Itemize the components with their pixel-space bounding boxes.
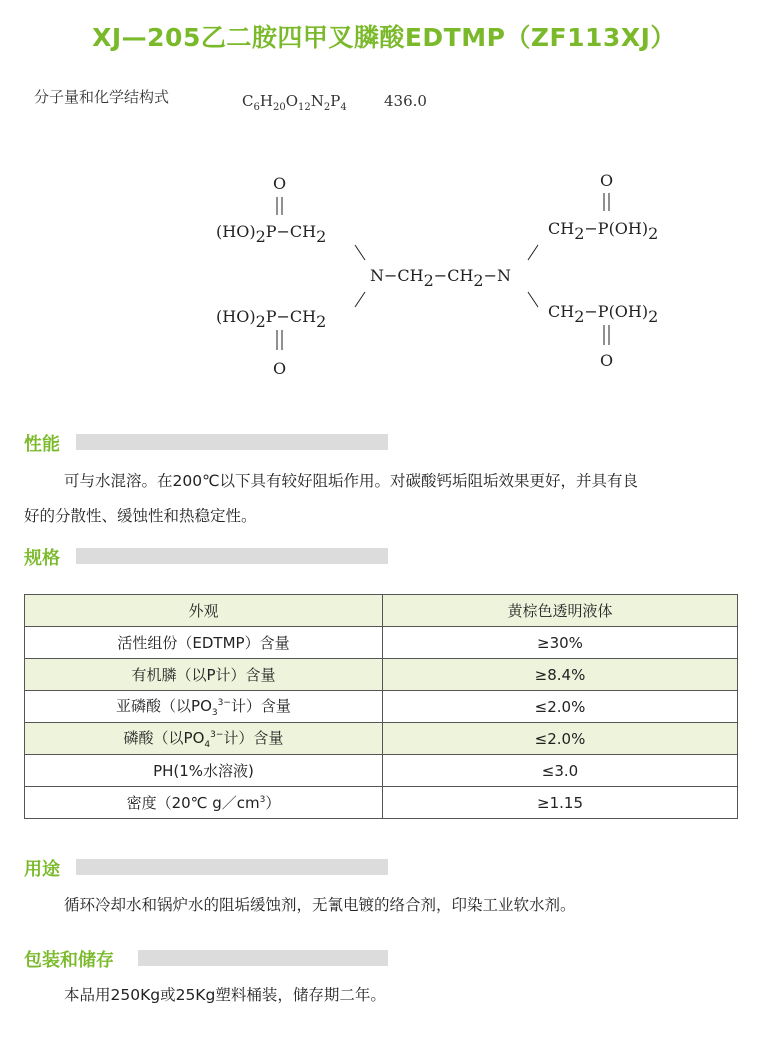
molecular-weight: 436.0 [384,92,427,110]
header-cell: 黄棕色透明液体 [383,595,738,627]
table-cell-value: ≤2.0% [383,723,738,755]
center-chain: N−CH2−CH2−N [370,266,511,290]
table-cell-value: ≤2.0% [383,691,738,723]
table-row [25,723,738,755]
oxygen-top-right: O [600,171,614,190]
table-row [25,755,738,787]
table-row [25,627,738,659]
page-title: XJ—205乙二胺四甲叉膦酸EDTMP（ZF113XJ） [92,23,676,52]
header-cell: 外观 [25,595,383,627]
performance-text: 可与水混溶。在200℃以下具有较好阻垢作用。对碳酸钙垢阻垢效果更好，并具有良 好的分散性、缓蚀性和热稳定性。 [24,472,638,525]
section-spec-heading: 规格 [24,544,394,570]
table-cell-item: 密度（20℃ $g/cm^3$） [25,787,383,819]
table-cell-item: 有机膦（以P计）含量 [25,659,383,691]
table-cell-item: 磷酸（以$PO_4^{3-}$计）含量 [25,723,383,755]
table-cell-item: PH(1%水溶液) [25,755,383,787]
group-upper-left: (HO)2P−CH2 [216,222,327,246]
table-cell-value: ≥8.4% [383,659,738,691]
spec-table [24,594,738,819]
table-cell-value: ≥1.15 [383,787,738,819]
oxygen-top-left: O [273,174,287,193]
section-usage-heading: 用途 [24,855,394,881]
table-row [25,659,738,691]
heading-bar [138,950,388,966]
table-header-row [25,595,738,627]
heading-bar [76,548,388,564]
heading-bar [76,434,388,450]
structural-formula [200,165,700,390]
table-cell-item: 亚磷酸（以$PO_3^{3-}$计）含量 [25,691,383,723]
table-row [25,787,738,819]
molecular-label: 分子量和化学结构式 [34,88,170,106]
section-performance-heading: 性能 [24,430,394,456]
table-cell-value: ≥30% [383,627,738,659]
table-cell-item: 活性组份（EDTMP）含量 [25,627,383,659]
table-row [25,691,738,723]
group-lower-right: CH2−P(OH)2 [548,302,659,326]
group-upper-right: CH2−P(OH)2 [548,219,659,243]
group-lower-left: (HO)2P−CH2 [216,307,327,331]
packaging-text: 本品用250Kg或25Kg塑料桶装，储存期二年。 [64,986,386,1004]
oxygen-bottom-left: O [273,359,287,378]
table-cell-value: ≤3.0 [383,755,738,787]
heading-bar [76,859,388,875]
section-packaging-heading: 包装和储存 [24,946,394,972]
usage-text: 循环冷却水和锅炉水的阻垢缓蚀剂，无氰电镀的络合剂，印染工业软水剂。 [64,896,576,914]
oxygen-bottom-right: O [600,351,614,370]
molecular-info-row [34,86,734,116]
molecular-formula: $C_6H_{20}O_{12}N_2P_4$ [242,92,347,113]
